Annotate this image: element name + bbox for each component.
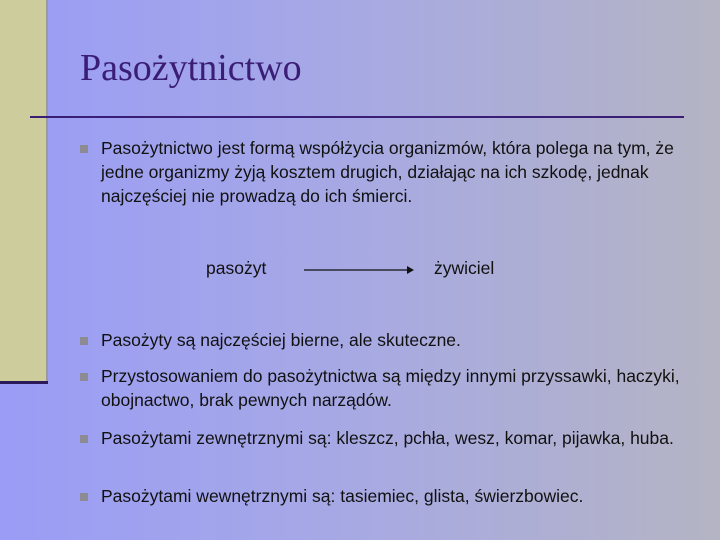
left-band-edge xyxy=(46,0,48,384)
bullet-item xyxy=(80,426,680,450)
slide-title: Pasożytnictwo xyxy=(80,47,302,89)
bullet-square-icon xyxy=(80,435,88,443)
relation-from: pasożyt xyxy=(206,258,267,278)
bullet-text: Pasożytami zewnętrznymi są: kleszcz, pchła, wesz, komar, pijawka, huba. xyxy=(101,428,674,448)
bullet-item xyxy=(80,484,680,508)
bullet-item xyxy=(80,328,680,352)
bullet-square-icon xyxy=(80,493,88,501)
bullet-text: Pasożytami wewnętrznymi są: tasiemiec, glista, świerzbowiec. xyxy=(101,486,584,506)
bullet-text: Pasożytnictwo jest formą współżycia organizmów, która polega na tym, że jedne organizmy żyją kosztem drugich, działając na ich szkodę, jednak najczęściej nie prowadzą do ich śmierci. xyxy=(101,138,674,206)
bullet-square-icon xyxy=(80,373,88,381)
arrow-right-icon xyxy=(304,264,414,276)
left-decorative-band xyxy=(0,0,46,384)
title-divider xyxy=(30,116,684,118)
bullet-text: Przystosowaniem do pasożytnictwa są między innymi przyssawki, haczyki, obojnactwo, brak pewnych narządów. xyxy=(101,366,680,410)
bullet-square-icon xyxy=(80,337,88,345)
bullet-text: Pasożyty są najczęściej bierne, ale skuteczne. xyxy=(101,330,461,350)
bullet-square-icon xyxy=(80,145,88,153)
bullet-item xyxy=(80,364,680,412)
left-band-rule xyxy=(0,381,48,384)
relation-to: żywiciel xyxy=(434,258,495,278)
bullet-intro xyxy=(80,136,680,208)
